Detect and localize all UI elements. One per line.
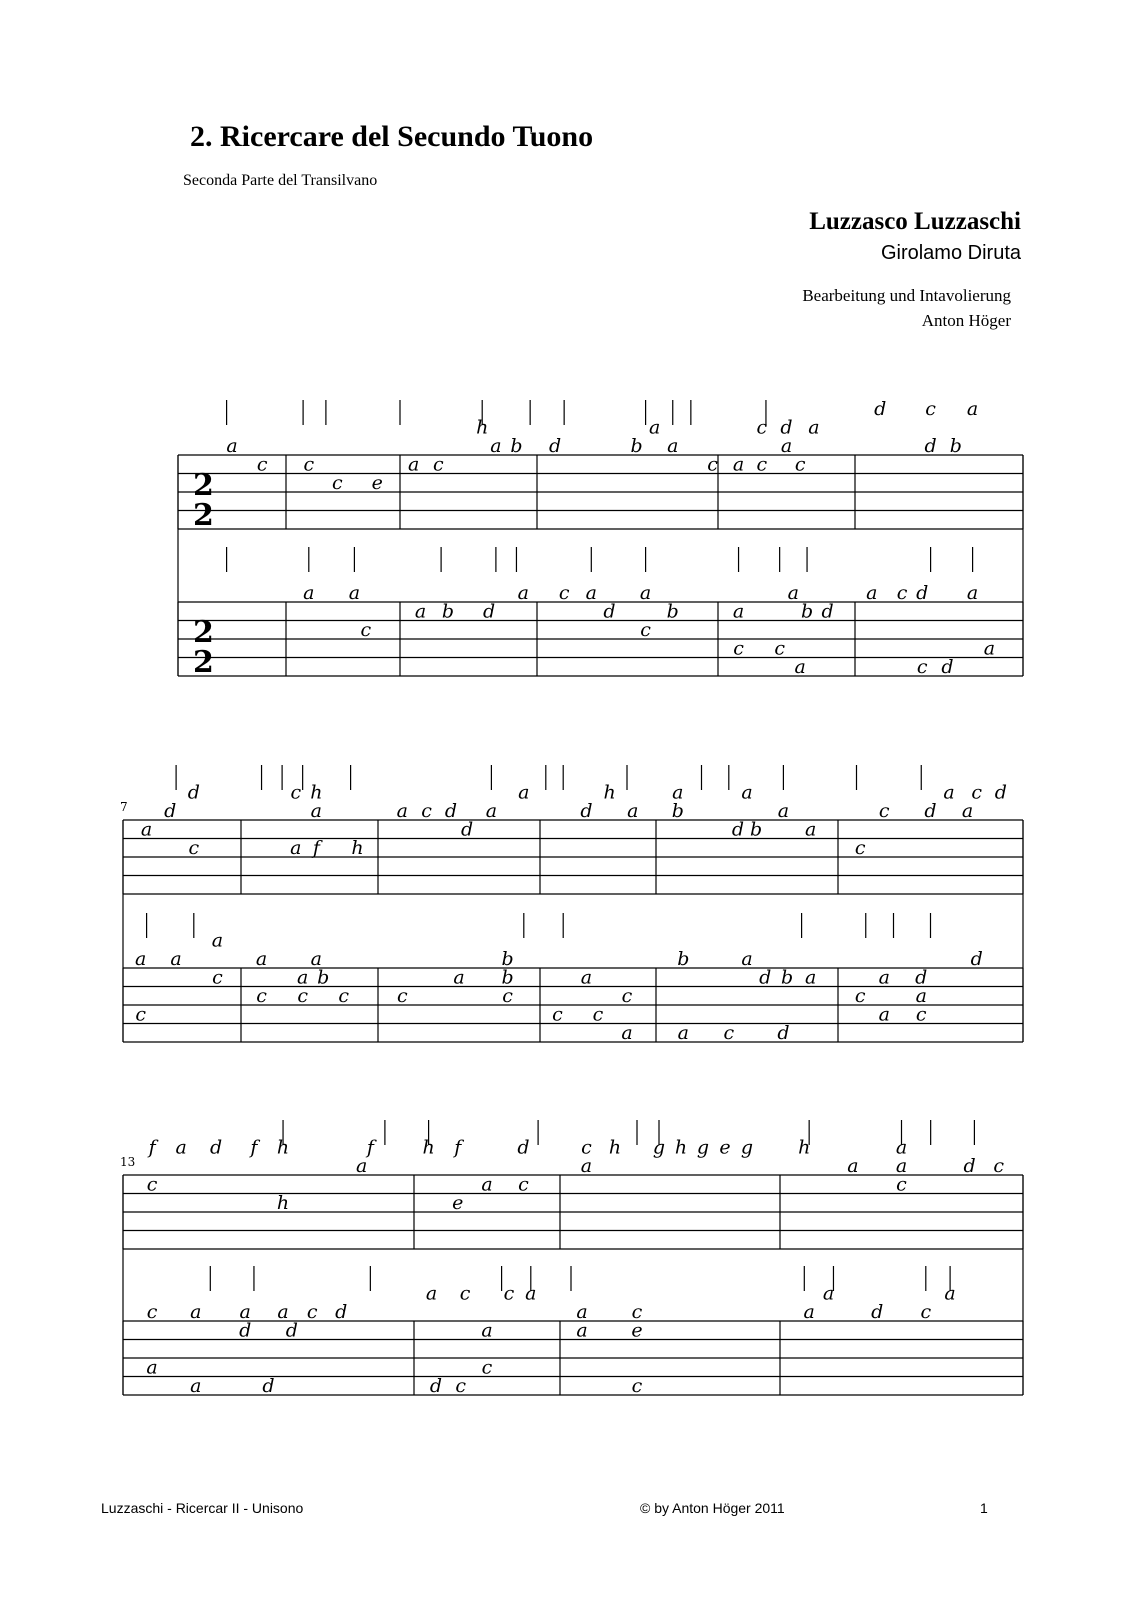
tab-letter: c	[774, 637, 785, 660]
tab-letter: a	[741, 781, 753, 804]
tab-letter: d	[239, 1319, 252, 1342]
tab-letter: h	[276, 1192, 290, 1214]
tab-letter: a	[453, 966, 465, 989]
tab-letter: g	[652, 1136, 666, 1159]
tab-letter: a	[580, 1155, 593, 1177]
tab-letter: c	[878, 800, 890, 822]
tab-letter: a	[190, 1301, 202, 1323]
tab-letter: c	[733, 637, 744, 660]
tab-letter: a	[425, 1282, 438, 1305]
tab-letter: a	[866, 582, 878, 604]
tab-letter: c	[188, 837, 200, 859]
tab-letter: c	[433, 453, 444, 476]
tab-letter: b	[510, 435, 523, 457]
tab-letter: a	[140, 818, 153, 841]
tab-letter: c	[581, 1136, 592, 1159]
tab-letter: h	[674, 1136, 688, 1159]
tab-letter: c	[297, 985, 308, 1007]
tab-letter: d	[285, 1319, 298, 1342]
tab-letter: c	[896, 1173, 907, 1196]
tab-letter: a	[787, 582, 800, 604]
composer-name: Luzzasco Luzzaschi	[809, 208, 1021, 235]
tab-letter: d	[924, 800, 937, 822]
tab-letter: a	[966, 582, 979, 604]
tab-letter: a	[485, 800, 498, 822]
tab-letter: c	[552, 1003, 563, 1026]
tab-letter: d	[262, 1375, 275, 1397]
tab-letter: d	[915, 966, 928, 989]
tab-letter: c	[920, 1301, 932, 1323]
tab-letter: d	[580, 800, 593, 822]
tab-letter: b	[677, 948, 690, 970]
tab-letter: a	[239, 1301, 251, 1323]
tab-letter: e	[719, 1136, 731, 1159]
tab-letter: a	[895, 1155, 908, 1177]
tab-letter: c	[212, 966, 223, 989]
tab-letter: d	[461, 818, 474, 841]
tab-letter: d	[731, 818, 744, 841]
tab-letter: d	[963, 1155, 976, 1177]
tab-letter: b	[501, 966, 514, 989]
piece-subtitle: Seconda Parte del Transilvano	[183, 172, 378, 189]
tab-letter: c	[256, 453, 268, 476]
tab-letter: a	[481, 1319, 493, 1342]
tab-letter: a	[211, 929, 224, 952]
tab-letter: c	[338, 985, 350, 1007]
tab-letter: a	[290, 837, 302, 859]
tab-letter: a	[621, 1022, 633, 1044]
tab-letter: a	[255, 948, 268, 970]
tab-letter: a	[794, 656, 806, 678]
tab-letter: d	[994, 781, 1007, 804]
tab-letter: a	[310, 948, 323, 970]
measure-number: 13	[120, 1155, 136, 1169]
tab-letter: a	[348, 582, 361, 604]
arrangement-label: Bearbeitung und Intavolierung	[802, 286, 1011, 305]
footer-copyright: © by Anton Höger 2011	[640, 1500, 785, 1516]
tab-letter: e	[631, 1319, 643, 1342]
tab-letter: c	[256, 985, 267, 1007]
tab-letter: a	[878, 966, 890, 989]
tab-letter: d	[777, 1022, 790, 1044]
tab-letter: a	[672, 781, 684, 804]
tab-letter: a	[780, 435, 793, 457]
tab-letter: b	[666, 600, 679, 623]
tab-letter: a	[414, 600, 427, 623]
tab-letter: c	[631, 1375, 643, 1397]
time-signature-top: 2	[193, 615, 214, 650]
tab-letter: a	[805, 966, 817, 989]
tab-letter: c	[854, 985, 866, 1007]
tab-letter: c	[592, 1003, 604, 1026]
tab-letter: c	[360, 619, 372, 641]
tab-letter: a	[777, 800, 790, 822]
tab-letter: a	[741, 948, 753, 970]
piece-title: 2. Ricercare del Secundo Tuono	[190, 120, 594, 153]
tab-letter: c	[854, 837, 866, 859]
tab-letter: g	[696, 1136, 710, 1159]
tab-letter: d	[187, 781, 200, 804]
tab-letter: d	[759, 966, 772, 989]
tab-letter: h	[310, 781, 323, 804]
tab-letter: h	[351, 837, 364, 859]
tab-letter: c	[135, 1003, 147, 1026]
tab-letter: c	[971, 781, 983, 804]
tab-letter: a	[226, 435, 238, 457]
tab-letter: a	[580, 966, 593, 989]
tab-letter: a	[175, 1136, 187, 1159]
tab-letter: c	[707, 453, 718, 476]
footer-page-number: 1	[980, 1500, 988, 1516]
tab-letter: a	[847, 1155, 859, 1177]
tab-letter: a	[135, 948, 147, 970]
tab-letter: e	[452, 1192, 464, 1214]
tab-letter: b	[317, 966, 330, 989]
tab-letter: b	[671, 800, 684, 822]
tab-letter: c	[459, 1282, 471, 1305]
tab-letter: a	[518, 781, 530, 804]
tab-letter: a	[639, 582, 652, 604]
tab-letter: b	[800, 600, 814, 623]
tab-letter: c	[631, 1301, 643, 1323]
tab-letter: d	[429, 1375, 442, 1397]
tab-letter: c	[794, 453, 806, 476]
tab-letter: a	[490, 435, 502, 457]
tab-letter: f	[366, 1136, 374, 1159]
source-name: Girolamo Diruta	[880, 242, 1021, 264]
tab-letter: d	[821, 600, 834, 623]
tab-letter: b	[630, 435, 643, 457]
tab-letter: a	[303, 582, 315, 604]
tab-letter: c	[558, 582, 570, 604]
tab-letter: a	[803, 1301, 815, 1323]
tab-letter: a	[966, 398, 979, 420]
tab-letter: c	[396, 985, 408, 1007]
tab-letter: a	[190, 1375, 202, 1397]
tab-letter: b	[780, 966, 794, 989]
tab-letter: c	[331, 472, 343, 494]
tab-letter: a	[310, 800, 323, 822]
tab-letter: a	[667, 435, 679, 457]
tab-letter: c	[146, 1301, 158, 1323]
tab-letter: d	[780, 416, 793, 439]
tab-letter: h	[422, 1136, 435, 1159]
time-signature-top: 2	[193, 468, 214, 503]
time-signature-bottom: 2	[193, 498, 214, 533]
tab-letter: a	[481, 1173, 493, 1196]
tab-letter: d	[210, 1136, 223, 1159]
tab-letter: c	[502, 985, 513, 1007]
tab-letter: h	[798, 1136, 811, 1159]
tab-letter: c	[621, 985, 633, 1007]
tab-letter: a	[627, 800, 639, 822]
tab-letter: f	[312, 837, 320, 859]
tab-letter: c	[146, 1173, 158, 1196]
tab-letter: c	[756, 453, 768, 476]
tab-letter: b	[501, 948, 514, 970]
tab-letter: d	[164, 800, 177, 822]
tab-letter: a	[525, 1282, 537, 1305]
tab-letter: a	[355, 1155, 368, 1177]
tab-letter: a	[396, 800, 408, 822]
tab-letter: a	[576, 1319, 588, 1342]
tab-letter: a	[878, 1003, 890, 1026]
tab-letter: d	[444, 800, 457, 822]
tab-letter: a	[517, 582, 529, 604]
tab-letter: h	[603, 781, 616, 804]
tab-letter: a	[822, 1282, 835, 1305]
tab-letter: a	[808, 416, 820, 439]
tab-letter: d	[874, 398, 887, 420]
tab-letter: e	[371, 472, 383, 494]
tab-letter: f	[148, 1136, 156, 1159]
tab-letter: c	[925, 398, 936, 420]
tab-letter: d	[941, 656, 954, 678]
tab-letter: d	[335, 1301, 348, 1323]
tab-letter: g	[740, 1136, 754, 1159]
tab-letter: a	[408, 453, 420, 476]
tab-letter: a	[585, 582, 597, 604]
tab-letter: f	[454, 1136, 462, 1159]
time-signature-bottom: 2	[193, 645, 214, 680]
tab-letter: c	[303, 453, 315, 476]
tab-letter: a	[648, 416, 661, 439]
tab-letter: b	[949, 435, 962, 457]
tab-letter: a	[732, 600, 745, 623]
tab-letter: a	[677, 1022, 689, 1044]
tab-letter: a	[732, 453, 745, 476]
tab-letter: c	[756, 416, 768, 439]
tab-letter: c	[518, 1173, 529, 1196]
tab-letter: a	[915, 985, 927, 1007]
footer-left-text: Luzzaschi - Ricercar II - Unisono	[101, 1500, 304, 1516]
arranger-name: Anton Höger	[921, 311, 1011, 330]
tab-letter: a	[895, 1136, 908, 1159]
tab-letter: c	[915, 1003, 927, 1026]
tab-letter: c	[481, 1356, 493, 1379]
tab-letter: a	[576, 1301, 588, 1323]
tab-letter: d	[916, 582, 929, 604]
tab-letter: c	[421, 800, 432, 822]
tab-letter: f	[250, 1136, 258, 1159]
tab-letter: d	[549, 435, 562, 457]
tab-letter: d	[482, 600, 496, 623]
tab-letter: d	[871, 1301, 884, 1323]
tab-letter: d	[517, 1136, 530, 1159]
tab-letter: c	[503, 1282, 515, 1305]
tab-letter: a	[944, 1282, 956, 1305]
tab-letter: h	[276, 1136, 290, 1159]
tab-letter: d	[970, 948, 983, 970]
tab-letter: c	[993, 1155, 1005, 1177]
tab-letter: b	[441, 600, 455, 623]
tab-letter: a	[943, 781, 955, 804]
tab-letter: a	[983, 637, 996, 660]
tab-letter: c	[916, 656, 928, 678]
tab-letter: h	[476, 416, 489, 439]
tab-letter: a	[170, 948, 182, 970]
tab-letter: a	[146, 1356, 158, 1379]
tab-letter: d	[603, 600, 616, 623]
tab-letter: c	[455, 1375, 467, 1397]
tab-letter: b	[750, 818, 763, 841]
tab-letter: c	[640, 619, 651, 641]
tab-letter: a	[296, 966, 309, 989]
tab-letter: c	[896, 582, 908, 604]
tab-letter: c	[290, 781, 302, 804]
tab-letter: c	[306, 1301, 318, 1323]
tab-letter: d	[924, 435, 937, 457]
measure-number: 7	[120, 800, 128, 814]
tab-letter: a	[805, 818, 817, 841]
tab-letter: c	[723, 1022, 735, 1044]
tab-letter: a	[277, 1301, 289, 1323]
tab-letter: a	[961, 800, 974, 822]
tab-letter: h	[608, 1136, 622, 1159]
